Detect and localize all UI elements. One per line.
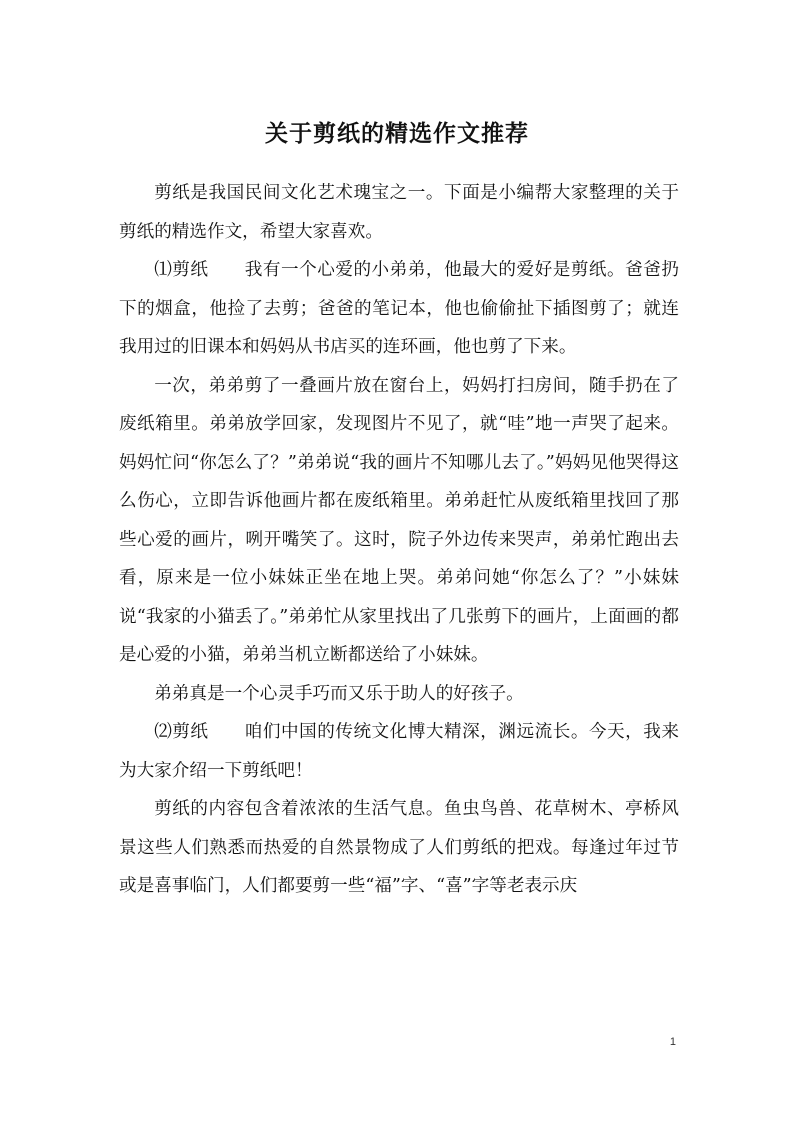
paragraph-essay2-content: 剪纸的内容包含着浓浓的生活气息。鱼虫鸟兽、花草树木、亭桥风景这些人们熟悉而热爱的自然景物成了人们剪纸的把戏。每逢过年过节或是喜事临门，人们都要剪一些“福”字、“喜”字等老表示庆 bbox=[119, 799, 679, 896]
paragraph-essay1-story: 一次，弟弟剪了一叠画片放在窗台上，妈妈打扫房间，随手扔在了废纸箱里。弟弟放学回家，发现图片不见了，就“哇”地一声哭了起来。妈妈忙问“你怎么了？”弟弟说“我的画片不知哪儿去了。”妈妈见他哭得这么伤心，立即告诉他画片都在废纸箱里。弟弟赶忙从废纸箱里找回了那些心爱的画片，咧开嘴笑了。这时，院子外边传来哭声，弟弟忙跑出去看，原来是一位小妹妹正坐在地上哭。弟弟问她“你怎么了？”小妹妹说“我家的小猫丢了。”弟弟忙从家里找出了几张剪下的画片，上面画的都是心爱的小猫，弟弟当机立断都送给了小妹妹。 bbox=[119, 375, 679, 665]
paragraph-essay1-conclusion: 弟弟真是一个心灵手巧而又乐于助人的好孩子。 bbox=[154, 683, 524, 704]
page-number: 1 bbox=[669, 1036, 676, 1048]
document-body bbox=[119, 174, 679, 906]
paragraph-essay2-opening: ⑵剪纸 咱们中国的传统文化博大精深，渊远流长。今天，我来为大家介绍一下剪纸吧！ bbox=[119, 722, 679, 781]
document-title: 关于剪纸的精选作文推荐 bbox=[265, 120, 529, 147]
paragraph-intro: 剪纸是我国民间文化艺术瑰宝之一。下面是小编帮大家整理的关于剪纸的精选作文，希望大家喜欢。 bbox=[119, 183, 679, 242]
paragraph-essay1-opening: ⑴剪纸 我有一个心爱的小弟弟，他最大的爱好是剪纸。爸爸扔下的烟盒，他捡了去剪；爸爸的笔记本，他也偷偷扯下插图剪了；就连我用过的旧课本和妈妈从书店买的连环画，他也剪了下来。 bbox=[119, 260, 679, 357]
